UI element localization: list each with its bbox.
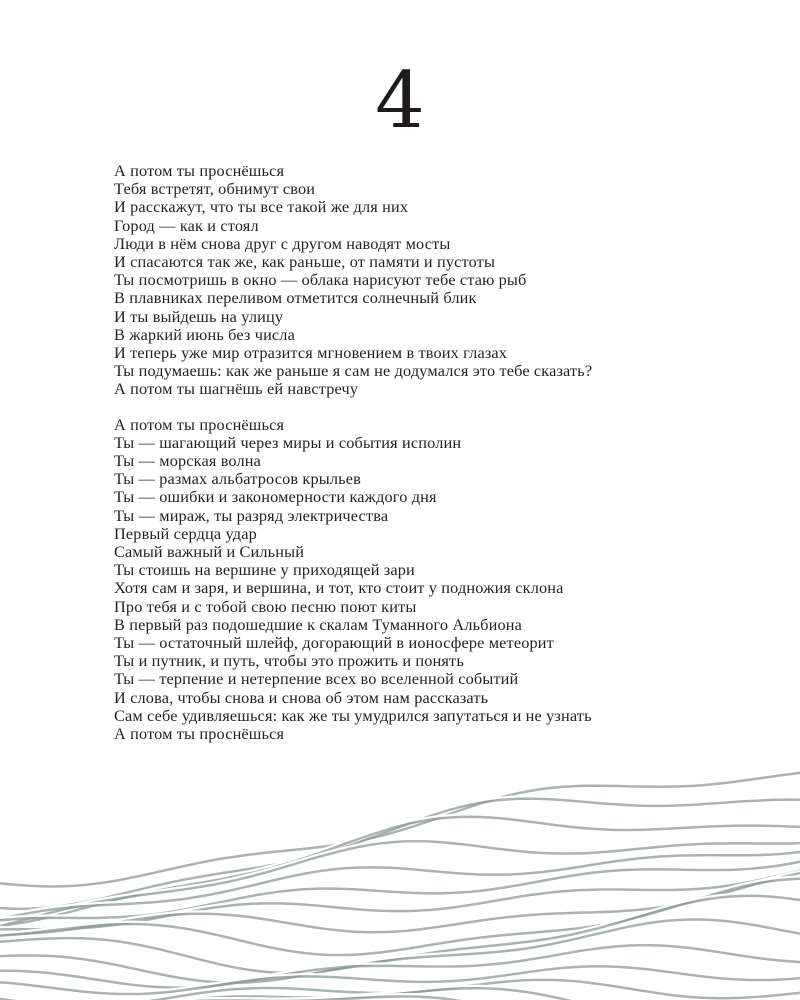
- poem-line: И теперь уже мир отразится мгновением в твоих глазах: [114, 343, 508, 363]
- poem-line: А потом ты проснёшься: [114, 724, 285, 744]
- poem-line: Ты — остаточный шлейф, догорающий в ионосфере метеорит: [114, 633, 554, 653]
- poem-line: Ты стоишь на вершине у приходящей зари: [114, 560, 415, 580]
- chapter-number: 4: [375, 56, 425, 146]
- poem-line: Ты — размах альбатросов крыльев: [114, 469, 361, 489]
- poem-line: Ты — шагающий через миры и события исполин: [114, 432, 462, 452]
- poem-line: Хотя сам и заря, и вершина, и тот, кто стоит у подножия склона: [114, 578, 564, 598]
- poem-line: Ты подумаешь: как же раньше я сам не додумался это тебе сказать?: [114, 361, 593, 381]
- poem-line: Самый важный и Сильный: [114, 542, 305, 562]
- poem-line: В плавниках переливом отметится солнечный блик: [114, 288, 477, 308]
- wave-line: [0, 839, 800, 926]
- poem-line: И расскажут, что ты все такой же для них: [114, 197, 409, 217]
- stanza-1: [114, 162, 754, 399]
- poem-line: Город — как и стоял: [114, 215, 259, 235]
- poem-line: А потом ты проснёшься: [114, 414, 285, 434]
- poem-line: Люди в нём снова друг с другом наводят мосты: [114, 233, 451, 253]
- poem-line: Ты посмотришь в окно — облака нарисуют тебе стаю рыб: [114, 270, 527, 290]
- poem-line: Сам себе удивляешься: как же ты умудрился запутаться и не узнать: [114, 705, 592, 725]
- poem-line: Тебя встретят, обнимут свои: [114, 179, 316, 199]
- wave-line-shadow: [0, 895, 800, 972]
- poem-line: Ты — ошибки и закономерности каждого дня: [114, 487, 437, 507]
- poem-line: Первый сердца удар: [114, 523, 257, 543]
- poem-line: Ты — терпение и нетерпение всех во вселенной событий: [114, 669, 519, 689]
- poem-line: Ты и путник, и путь, чтобы это прожить и понять: [114, 651, 464, 671]
- poem-line: В жаркий июнь без числа: [114, 324, 295, 344]
- wave-line: [0, 964, 800, 992]
- poem-line: И ты выйдешь на улицу: [114, 306, 284, 326]
- poem-line: А потом ты шагнёшь ей навстречу: [114, 379, 359, 399]
- wave-lines-ornament: [0, 760, 800, 1000]
- poem-body: [114, 162, 754, 760]
- poem-line: И спасаются так же, как раньше, от памяти и пустоты: [114, 252, 496, 272]
- poem-line: Ты — морская волна: [114, 451, 262, 471]
- poem-line: А потом ты проснёшься: [114, 161, 285, 180]
- poem-line: Ты — мираж, ты разряд электричества: [114, 505, 389, 525]
- stanza-2: [114, 416, 754, 744]
- poem-line: И слова, чтобы снова и снова об этом нам рассказать: [114, 687, 489, 707]
- poem-line: Про тебя и с тобой свою песню поют киты: [114, 596, 417, 616]
- poem-line: В первый раз подошедшие к скалам Туманного Альбиона: [114, 614, 523, 634]
